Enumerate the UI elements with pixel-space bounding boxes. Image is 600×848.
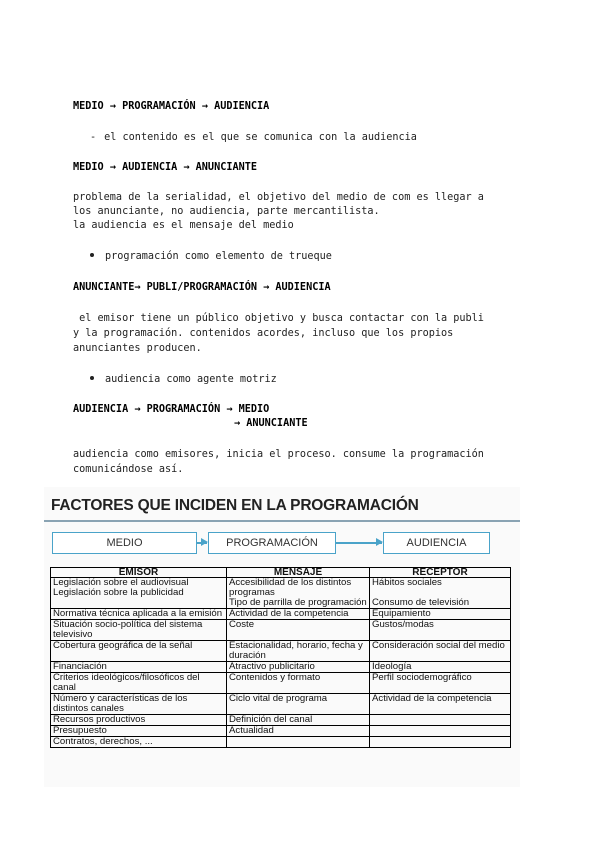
column-header-mensaje: MENSAJE xyxy=(227,568,370,578)
table-row xyxy=(51,662,511,673)
heading-continuation-anunciante: → ANUNCIANTE xyxy=(234,418,308,429)
paragraph-line: audiencia como emisores, inicia el proceso. consume la programación xyxy=(73,449,484,460)
table-cell: Estacionalidad, horario, fecha y duración xyxy=(227,641,370,662)
table-cell: Actualidad xyxy=(227,726,370,737)
table-cell: Normativa técnica aplicada a la emisión xyxy=(51,609,227,620)
bullet-icon xyxy=(90,376,94,380)
table-row xyxy=(51,673,511,694)
table-cell: Número y características de los distintos canales xyxy=(51,694,227,715)
table-cell: Ciclo vital de programa xyxy=(227,694,370,715)
table-cell: Financiación xyxy=(51,662,227,673)
arrow-right-icon xyxy=(336,542,382,544)
column-header-emisor: EMISOR xyxy=(51,568,227,578)
table-row xyxy=(51,641,511,662)
table-cell: Equipamiento xyxy=(370,609,511,620)
table-row xyxy=(51,620,511,641)
bullet-text: programación como elemento de trueque xyxy=(105,251,332,262)
table-row xyxy=(51,609,511,620)
paragraph-line: los anunciante, no audiencia, parte mercantilista. xyxy=(73,206,380,217)
table-row xyxy=(51,694,511,715)
table-cell xyxy=(370,737,511,748)
table-cell: Gustos/modas xyxy=(370,620,511,641)
paragraph-line: el emisor tiene un público objetivo y busca contactar con la publi xyxy=(73,313,484,324)
figure-title: FACTORES QUE INCIDEN EN LA PROGRAMACIÓN xyxy=(51,497,419,514)
table-cell: Cobertura geográfica de la señal xyxy=(51,641,227,662)
column-header-receptor: RECEPTOR xyxy=(370,568,511,578)
heading-audiencia-programacion-medio: AUDIENCIA → PROGRAMACIÓN → MEDIO xyxy=(73,404,270,415)
factors-table xyxy=(50,567,511,748)
table-row xyxy=(51,737,511,748)
heading-medio-audiencia-anunciante: MEDIO → AUDIENCIA → ANUNCIANTE xyxy=(73,162,258,173)
table-cell: Consideración social del medio xyxy=(370,641,511,662)
paragraph-line: y la programación. contenidos acordes, incluso que los propios xyxy=(73,328,454,339)
table-cell xyxy=(370,715,511,726)
bullet-list-item xyxy=(90,373,277,387)
paragraph-line: comunicándose así. xyxy=(73,464,184,475)
factors-figure xyxy=(44,487,520,787)
table-cell: Recursos productivos xyxy=(51,715,227,726)
dash-marker: - xyxy=(90,132,97,143)
title-underline xyxy=(44,520,520,522)
table-cell: Definición del canal xyxy=(227,715,370,726)
table-row xyxy=(51,578,511,609)
table-cell: Accesibilidad de los distintos programas Tipo de parrilla de programación xyxy=(227,578,370,609)
table-row xyxy=(51,715,511,726)
table-cell: Legislación sobre el audiovisual Legislación sobre la publicidad xyxy=(51,578,227,609)
table-cell: Actividad de la competencia xyxy=(370,694,511,715)
bullet-text: audiencia como agente motriz xyxy=(105,374,277,385)
table-cell: Presupuesto xyxy=(51,726,227,737)
dash-list-item xyxy=(90,131,417,145)
table-cell: Actividad de la competencia xyxy=(227,609,370,620)
table-row xyxy=(51,726,511,737)
table-cell: Hábitos sociales Consumo de televisión xyxy=(370,578,511,609)
table-cell xyxy=(227,737,370,748)
table-cell xyxy=(370,726,511,737)
flow-box-audiencia: AUDIENCIA xyxy=(383,532,490,554)
heading-medio-programacion-audiencia: MEDIO → PROGRAMACIÓN → AUDIENCIA xyxy=(73,101,270,112)
bullet-icon xyxy=(90,253,94,257)
dash-item-text: el contenido es el que se comunica con la audiencia xyxy=(104,132,417,143)
bullet-list-item xyxy=(90,250,332,264)
table-cell: Situación socio-política del sistema televisivo xyxy=(51,620,227,641)
table-cell: Criterios ideológicos/filosóficos del canal xyxy=(51,673,227,694)
paragraph-line: la audiencia es el mensaje del medio xyxy=(73,220,294,231)
table-cell: Perfil sociodemográfico xyxy=(370,673,511,694)
table-cell: Contenidos y formato xyxy=(227,673,370,694)
paragraph-line: anunciantes producen. xyxy=(73,343,202,354)
flow-box-programacion: PROGRAMACIÓN xyxy=(208,532,336,554)
table-cell: Coste xyxy=(227,620,370,641)
paragraph-line: problema de la serialidad, el objetivo del medio de com es llegar a xyxy=(73,192,484,203)
table-cell: Contratos, derechos, ... xyxy=(51,737,227,748)
table-header-row xyxy=(51,568,511,578)
arrow-right-icon xyxy=(197,542,207,544)
flow-box-medio: MEDIO xyxy=(52,532,197,554)
table-cell: Ideología xyxy=(370,662,511,673)
heading-anunciante-publi-audiencia: ANUNCIANTE→ PUBLI/PROGRAMACIÓN → AUDIENCIA xyxy=(73,282,331,293)
table-cell: Atractivo publicitario xyxy=(227,662,370,673)
table-body xyxy=(51,578,511,748)
